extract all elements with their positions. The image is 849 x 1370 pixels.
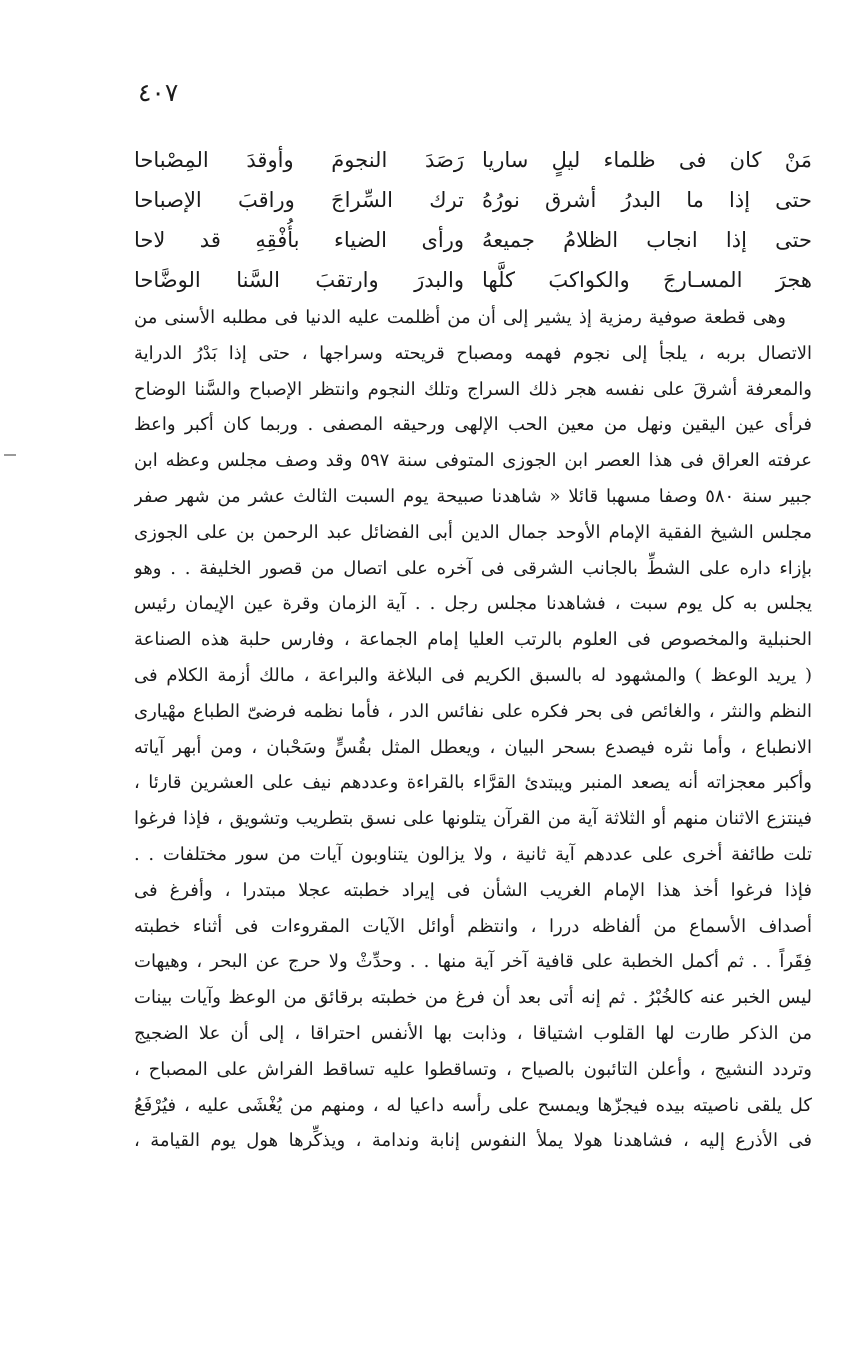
- verse-first-hemistich: حتى إذا ما البدرُ أشرق نورُهُ: [482, 188, 812, 212]
- text-line: النظم والنثر ، والغائص فى بحر فكره على نفائس الدر ، فأما نظمه فرضىّ الطباع مهْيارى: [134, 700, 812, 722]
- text-line: الحنبلية والمخصوص فى العلوم بالرتب العليا إمام الجماعة ، وفارس حلبة هذه الصناعة: [134, 629, 812, 651]
- text-line: فِقَراً . . ثم أكمل الخطبة على قافية آخر آية منها . . وحدِّثْ ولا حرج عن البحر ، وهيهات: [134, 951, 812, 973]
- text-line: فرأى عين اليقين ونهل من معين الحب الإلهى ورحيقه المصفى . وربما كان أكبر واعظ: [134, 414, 812, 436]
- text-line: الانطباع ، وأما نثره فيصدع بسحر البيان ، ويعطل المثل بقُسٍّ وسَحْبان ، ومن أبهر آياته: [134, 736, 812, 758]
- text-line: عرفته العراق فى هذا العصر ابن الجوزى المتوفى سنة ٥٩٧ وقد وصف مجلس وعظه ابن: [134, 450, 812, 472]
- text-line: الاتصال بربه ، يلجأ إلى نجوم فهمه ومصباح قريحته وسراجها ، حتى إذا بَدْرُ الدراية: [134, 342, 812, 364]
- verse-second-hemistich: ورأى الضياء بأُفْقِهِ قد لاحا: [134, 228, 464, 252]
- verse-second-hemistich: رَصَدَ النجومَ وأوقدَ المِصْباحا: [134, 148, 464, 172]
- text-line: يجلس به كل يوم سبت ، فشاهدنا مجلس رجل . . آية الزمان وقرة عين الإيمان رئيس: [134, 593, 812, 615]
- paragraph-first-line: وهى قطعة صوفية رمزية إذ يشير إلى أن من أظلمت عليه الدنيا فى مطلبه الأسنى من: [134, 307, 786, 328]
- verse-first-hemistich: مَنْ كان فى ظلماء ليلٍ ساريا: [482, 148, 812, 172]
- body-text: [134, 300, 812, 1159]
- verse-line: [134, 260, 812, 300]
- text-line: بإزاء داره على الشطِّ بالجانب الشرقى فى آخره على اتصال من قصور الخليفة . . وهو: [134, 557, 812, 579]
- text-line: مجلس الشيخ الفقية الإمام الأوحد جمال الدين أبى الفضائل عبد الرحمن بن على الجوزى: [134, 521, 812, 543]
- poem-verses: [134, 140, 812, 300]
- text-line: فإذا فرغوا أخذ هذا الإمام الغريب الشأن فى إيراد خطبته عجلا مبتدرا ، وأفرغ فى: [134, 879, 812, 901]
- text-line: فينتزع الاثنان منهم أو الثلاثة آية من القرآن يتلونها على نسق بتطريب وتشويق ، فإذا فرغوا: [134, 808, 812, 830]
- verse-second-hemistich: والبدرَ وارتقبَ السَّنا الوضَّاحا: [134, 268, 464, 292]
- text-line: تلت طائفة أخرى على عددهم آية ثانية ، ولا يزالون يتناوبون آيات من سور مختلفات . .: [134, 843, 812, 865]
- verse-line: [134, 140, 812, 180]
- text-line: وأكبر معجزاته أنه يصعد المنبر ويبتدئ القرَّاء بالقراءة وعددهم نيف على العشرين قارئا ،: [134, 772, 812, 794]
- text-line: والمعرفة أشرقَ على نفسه هجر ذلك السراج وتلك النجوم وانتظر الإصباح والسَّنا الوضاح: [134, 378, 812, 400]
- page-number: ٤٠٧: [138, 78, 179, 107]
- verse-first-hemistich: هجرَ المسـارجَ والكواكبَ كلَّها: [482, 268, 812, 292]
- text-line: ليس الخبر عنه كالخُبْرُ . ثم إنه أتى بعد أن فرغ من خطبته برقائق من الوعظ وآيات بينات: [134, 987, 812, 1009]
- text-line: كل يلقى ناصيته بيده فيجزّها ويمسح على رأسه داعيا له ، ومنهم من يُغْشَى عليه ، فيُرْفَعُ: [134, 1094, 812, 1116]
- text-line: جبير سنة ٥٨٠ وصفا مسهبا قائلا « شاهدنا صبيحة يوم السبت الثالث عشر من شهر صفر: [134, 485, 812, 507]
- margin-mark: [4, 454, 16, 456]
- text-line: أصداف الأسماع من ألفاظه دررا ، وانتظم أوائل الآيات المقروءات فى أثناء خطبته: [134, 915, 812, 937]
- verse-first-hemistich: حتى إذا انجاب الظلامُ جميعهُ: [482, 228, 812, 252]
- verse-line: [134, 180, 812, 220]
- text-line: فى الأذرع إليه ، فشاهدنا هولا يملأ النفوس إنابة وندامة ، ويذكِّرها هول يوم القيامة ،: [134, 1130, 812, 1152]
- verse-line: [134, 220, 812, 260]
- verse-second-hemistich: ترك السِّراجَ وراقبَ الإصباحا: [134, 188, 464, 212]
- text-line: ( يريد الوعظ ) والمشهود له بالسبق الكريم فى البلاغة والبراعة ، مالك أزمة الكلام فى: [134, 664, 812, 686]
- text-line: من الذكر طارت لها القلوب اشتياقا ، وذابت بها الأنفس احتراقا ، إلى أن علا الضجيج: [134, 1022, 812, 1044]
- text-line: وتردد النشيج ، وأعلن التائبون بالصياح ، وتساقطوا عليه تساقط الفراش على المصباح ،: [134, 1058, 812, 1080]
